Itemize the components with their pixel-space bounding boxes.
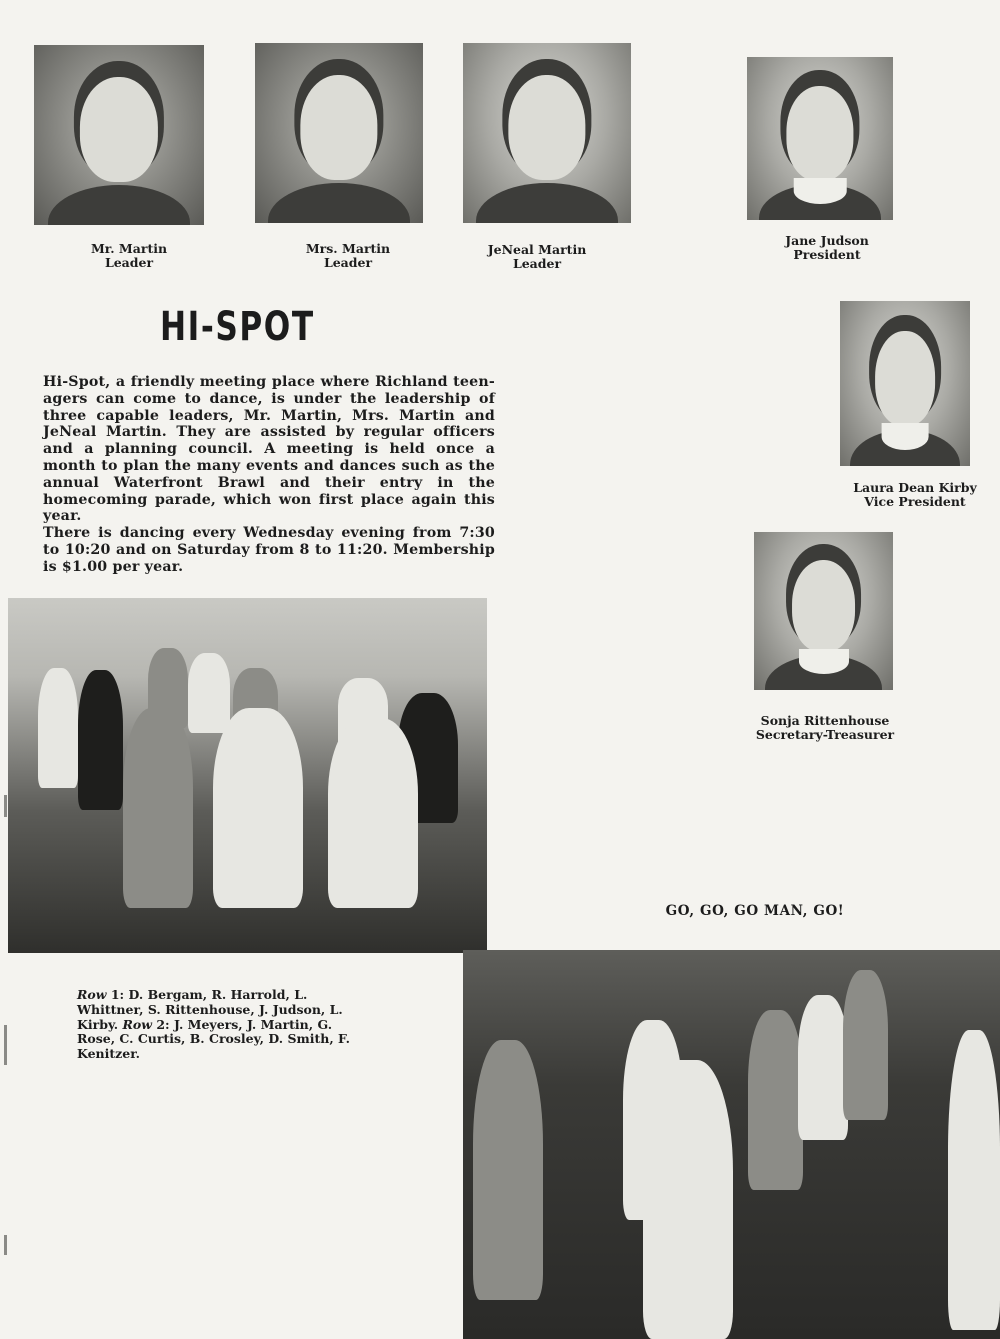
portrait-collar — [794, 178, 847, 204]
officer-title: Leader — [104, 255, 154, 270]
group-member-figure — [123, 708, 193, 908]
dancer-figure — [948, 1030, 1000, 1330]
row-names: 1: D. Bergam, R. Harrold, L. Whittner, S. Rittenhouse, J. Judson, L. Kirby. — [77, 987, 343, 1032]
portrait-head — [80, 77, 158, 181]
article-paragraph: Hi-Spot, a friendly meeting place where Richland teen-agers can come to dance, is under the leadership of three capable leaders, Mr. Martin, Mrs. Martin and JeNeal Martin. They are assisted by regular officers and a planning council. A meeting is held once a month to plan the many events and dances such as the annual Waterfront Brawl and their entry in the homecoming parade, which won first place again this year. — [43, 374, 495, 525]
dancer-figure — [843, 970, 888, 1120]
officer-name: Mrs. Martin — [305, 241, 391, 256]
portrait-sweater — [476, 183, 617, 223]
group-photo — [8, 598, 487, 953]
article-body — [43, 374, 495, 576]
portrait-suit — [268, 183, 409, 223]
portrait-head — [875, 331, 935, 427]
officer-title: Leader — [512, 256, 562, 271]
binding-mark — [4, 1025, 7, 1065]
portrait-head — [300, 75, 377, 179]
article-paragraph: There is dancing every Wednesday evening from 7:30 to 10:20 and on Saturday from 8 to 11:20. Membership is $1.00 per year. — [43, 525, 495, 575]
page-title: HI-SPOT — [160, 304, 315, 350]
portrait-head — [786, 86, 853, 181]
officer-name: Jane Judson — [785, 233, 869, 248]
dance-photo — [463, 950, 1000, 1339]
caption-jeneal-martin — [462, 243, 612, 271]
portrait-head — [508, 75, 585, 179]
slogan: GO, GO, GO MAN, GO! — [665, 903, 845, 919]
portrait-jane-judson — [747, 57, 893, 220]
officer-name: Mr. Martin — [90, 241, 168, 256]
caption-jane-judson — [752, 234, 902, 262]
portrait-head — [792, 560, 856, 652]
officer-name: JeNeal Martin — [487, 242, 587, 257]
binding-mark — [4, 795, 7, 817]
dancer-figure — [798, 995, 848, 1140]
dancer-figure — [748, 1010, 803, 1190]
portrait-mr-martin — [34, 45, 204, 225]
group-member-figure — [213, 708, 303, 908]
dancer-figure — [643, 1060, 733, 1339]
group-photo-caption — [77, 988, 367, 1062]
portrait-jeneal-martin — [463, 43, 631, 223]
group-member-figure — [78, 670, 123, 810]
group-member-figure — [188, 653, 230, 733]
caption-mr-martin — [54, 242, 204, 270]
portrait-suit — [48, 185, 191, 225]
officer-title: Vice President — [864, 494, 966, 509]
row-names: 2: J. Meyers, J. Martin, G. Rose, C. Curtis, B. Crosley, D. Smith, F. Kenitzer. — [77, 1016, 351, 1062]
portrait-laura-dean-kirby — [840, 301, 970, 466]
officer-title: Leader — [323, 255, 373, 270]
group-member-figure — [38, 668, 78, 788]
row-label: Row — [122, 1016, 152, 1032]
binding-mark — [4, 1235, 7, 1255]
portrait-sonja-rittenhouse — [754, 532, 893, 690]
caption-sonja-rittenhouse — [745, 714, 905, 742]
group-member-figure — [328, 718, 418, 908]
officer-title: Secretary-Treasurer — [755, 727, 895, 742]
caption-mrs-martin — [273, 242, 423, 270]
row-label: Row — [77, 987, 107, 1002]
officer-name: Sonja Rittenhouse — [760, 713, 890, 728]
officer-title: President — [793, 247, 861, 262]
portrait-mrs-martin — [255, 43, 423, 223]
caption-laura-dean-kirby — [830, 481, 1000, 509]
dancer-figure — [473, 1040, 543, 1300]
officer-name: Laura Dean Kirby — [853, 480, 977, 495]
